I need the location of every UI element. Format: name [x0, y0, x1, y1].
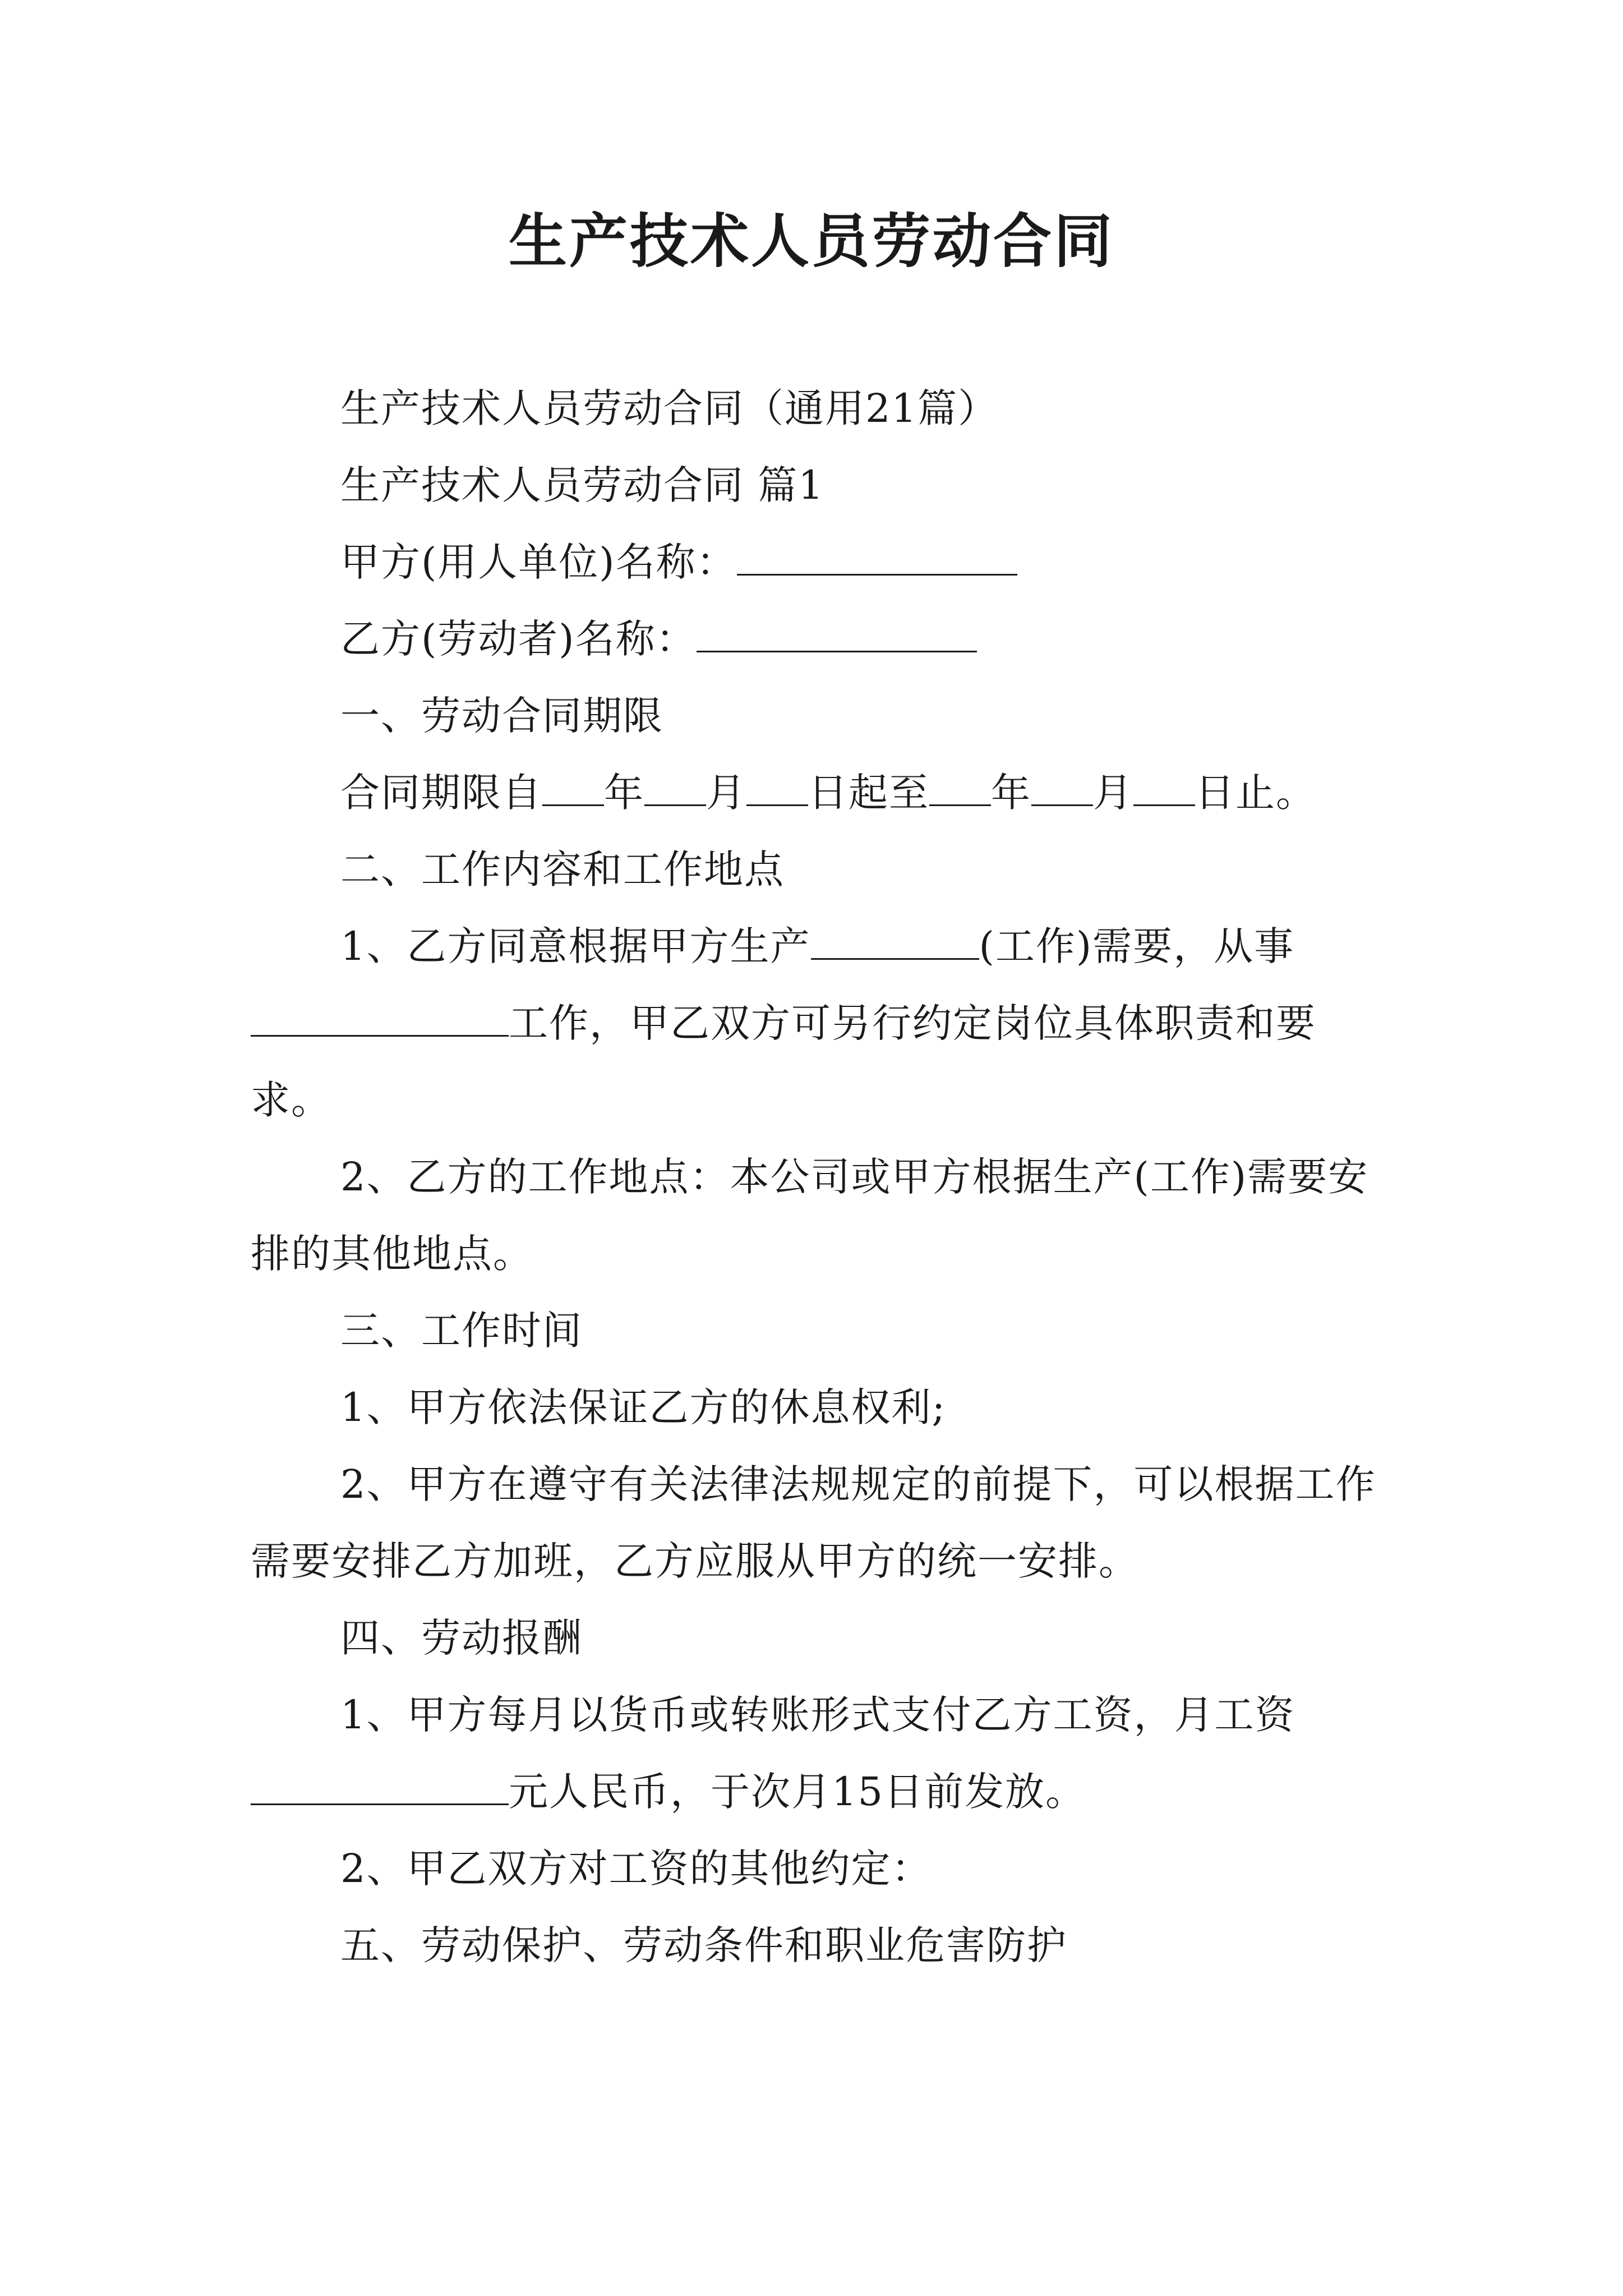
paragraph-work-content [251, 908, 1384, 1139]
paragraph-other-salary: 2、甲乙双方对工资的其他约定： [340, 1846, 932, 1892]
section-heading-pay: 四、劳动报酬 [340, 1615, 583, 1661]
start-day-blank [746, 770, 808, 806]
production-blank [811, 923, 979, 960]
paragraph-article-heading: 生产技术人员劳动合同 篇1 [340, 462, 824, 508]
term-text-end: 日止。 [1195, 770, 1316, 816]
term-year-2: 年 [991, 770, 1031, 816]
term-month-1: 月 [706, 770, 746, 816]
start-month-blank [644, 770, 706, 806]
paragraph-rest-rights: 1、甲方依法保证乙方的休息权利; [340, 1384, 947, 1430]
work-text-c: 工作，甲乙双方可另行约定岗位具体职责和要求。 [251, 1000, 1316, 1123]
term-text-start: 合同期限自 [340, 770, 542, 816]
term-year-1: 年 [604, 770, 644, 816]
start-year-blank [542, 770, 604, 806]
party-a-blank [737, 539, 1017, 576]
end-year-blank [929, 770, 991, 806]
work-text-b: (工作)需要，从事 [979, 923, 1295, 969]
job-blank [251, 1000, 509, 1037]
document-title: 生产技术人员劳动合同 [508, 206, 1114, 275]
term-month-2: 月 [1093, 770, 1133, 816]
paragraph-party-a [251, 524, 1384, 601]
paragraph-contract-term [251, 754, 1384, 831]
party-a-label: 甲方(用人单位)名称： [340, 539, 737, 585]
paragraph-overtime: 2、甲方在遵守有关法律法规规定的前提下，可以根据工作需要安排乙方加班，乙方应服从甲方的统一安排。 [251, 1461, 1376, 1584]
paragraph-party-b [251, 601, 1384, 678]
party-b-blank [697, 616, 977, 652]
salary-text-b: 元人民币，于次月15日前发放。 [509, 1769, 1086, 1815]
salary-blank [251, 1769, 509, 1805]
section-heading-work: 二、工作内容和工作地点 [340, 846, 785, 892]
section-heading-hours: 三、工作时间 [340, 1308, 583, 1354]
end-month-blank [1031, 770, 1093, 806]
work-text-a: 1、乙方同意根据甲方生产 [340, 923, 811, 969]
section-heading-term: 一、劳动合同期限 [340, 693, 663, 739]
document-body [251, 370, 1384, 1984]
end-day-blank [1133, 770, 1195, 806]
paragraph-subtitle: 生产技术人员劳动合同（通用21篇） [340, 385, 999, 431]
party-b-label: 乙方(劳动者)名称： [340, 616, 697, 662]
salary-text-a: 1、甲方每月以货币或转账形式支付乙方工资，月工资 [340, 1692, 1295, 1738]
section-heading-protection: 五、劳动保护、劳动条件和职业危害防护 [340, 1922, 1067, 1968]
paragraph-work-location: 2、乙方的工作地点：本公司或甲方根据生产(工作)需要安排的其他地点。 [251, 1154, 1369, 1277]
paragraph-salary [251, 1677, 1384, 1830]
term-day-1: 日起至 [808, 770, 929, 816]
